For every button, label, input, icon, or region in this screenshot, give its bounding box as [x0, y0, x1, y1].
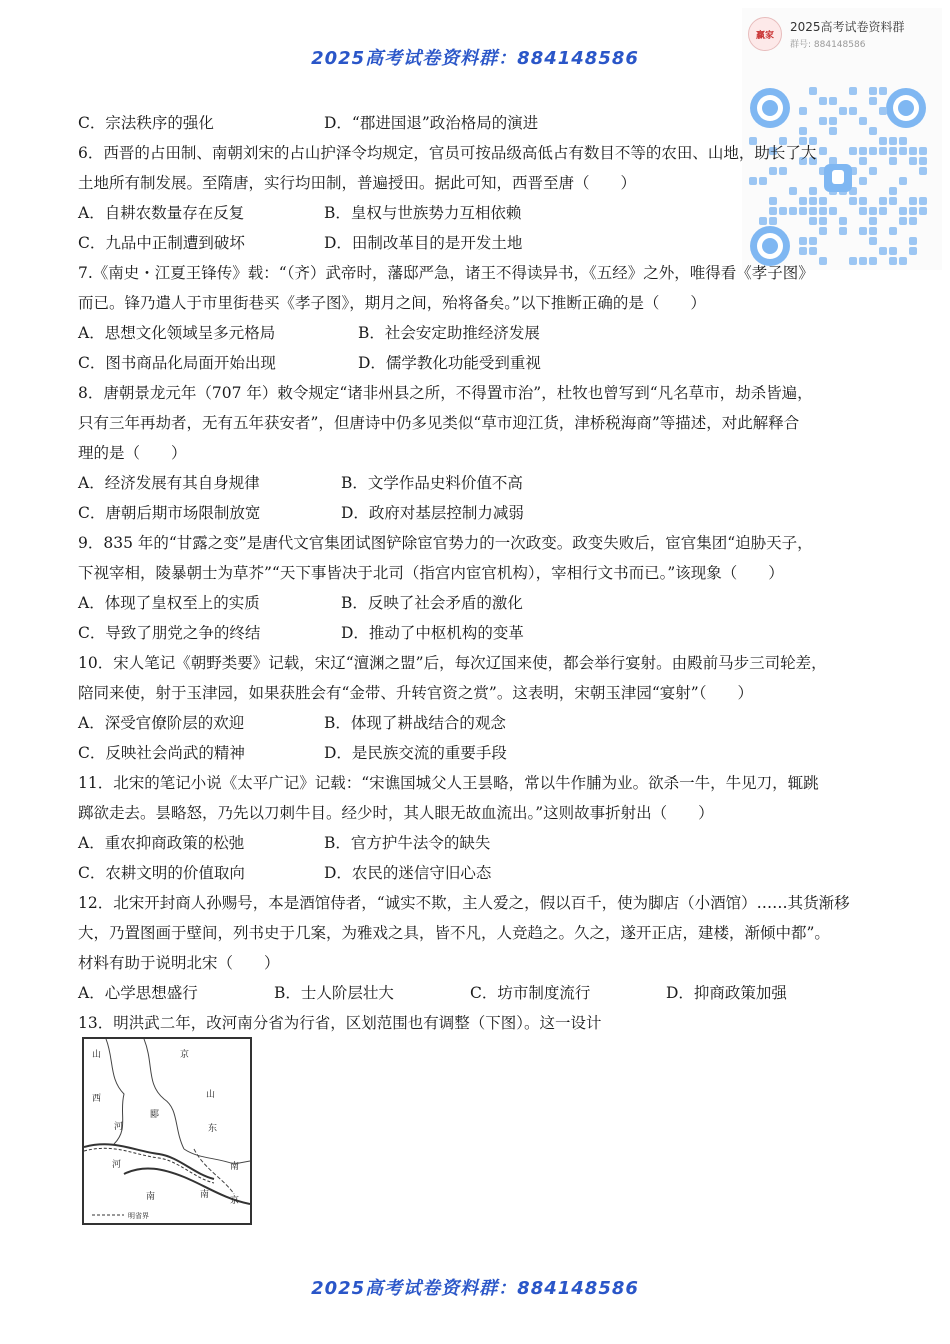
answer-option[interactable]: B．社会安定助推经济发展 — [358, 324, 540, 342]
options-row — [78, 348, 888, 378]
answer-option[interactable]: C．图书商品化局面开始出现 — [78, 354, 276, 372]
options-row — [78, 498, 888, 528]
answer-option[interactable]: D．推动了中枢机构的变革 — [341, 624, 524, 642]
question-text: 9．835 年的“甘露之变”是唐代文官集团试图铲除宦官势力的一次政变。政变失败后，宦官集团“迫胁天子， — [78, 534, 813, 552]
answer-option[interactable]: B．士人阶层壮大 — [274, 984, 394, 1002]
answer-option[interactable]: C．反映社会尚武的精神 — [78, 744, 245, 762]
answer-option[interactable]: A．心学思想盛行 — [78, 984, 198, 1002]
answer-option[interactable]: B．体现了耕战结合的观念 — [324, 714, 506, 732]
options-row — [78, 738, 888, 768]
options-row — [78, 978, 888, 1008]
answer-option[interactable]: A．重农抑商政策的松弛 — [78, 834, 245, 852]
options-row — [78, 708, 888, 738]
question-text: 而已。锋乃遣人于市里街巷买《孝子图》，期月之间，殆将备矣。”以下推断正确的是（ ） — [78, 294, 706, 312]
question-text: 10．宋人笔记《朝野类要》记载，宋辽“澶渊之盟”后，每次辽国来使，都会举行宴射。由殿前马步三司轮差， — [78, 654, 827, 672]
question-text: 13．明洪武二年，改河南分省为行省，区划范围也有调整（下图）。这一设计 — [78, 1014, 602, 1032]
answer-option[interactable]: C．农耕文明的价值取向 — [78, 864, 245, 882]
map-label: 河 — [112, 1160, 122, 1170]
map-label: 南 — [146, 1192, 156, 1202]
answer-option[interactable]: D．是民族交流的重要手段 — [324, 744, 507, 762]
qr-title: 2025高考试卷资料群 — [790, 20, 905, 34]
answer-option[interactable]: D．政府对基层控制力减弱 — [341, 504, 524, 522]
answer-option[interactable]: D．田制改革目的是开发土地 — [324, 234, 523, 252]
answer-option[interactable]: C．坊市制度流行 — [470, 984, 591, 1002]
map-legend-label: 明省界 — [128, 1212, 149, 1220]
question-text: 材料有助于说明北宋（ ） — [78, 954, 280, 972]
map-label: 京 — [180, 1050, 190, 1060]
map-label: 河 — [114, 1122, 124, 1132]
answer-option[interactable]: D．儒学教化功能受到重视 — [358, 354, 541, 372]
footer-banner: 2025高考试卷资料群：884148586 — [311, 1278, 639, 1299]
map-label: 山 — [206, 1090, 216, 1100]
map-figure — [82, 1037, 252, 1225]
answer-option[interactable]: B．皇权与世族势力互相依赖 — [324, 204, 522, 222]
question-text: 理的是（ ） — [78, 444, 187, 462]
answer-option[interactable]: A．深受官僚阶层的欢迎 — [78, 714, 245, 732]
answer-option[interactable]: C．九品中正制遭到破坏 — [78, 234, 245, 252]
answer-option[interactable]: C．导致了朋党之争的终结 — [78, 624, 261, 642]
options-row — [78, 198, 888, 228]
answer-option[interactable]: D．抑商政策加强 — [666, 984, 787, 1002]
answer-option[interactable]: A．经济发展有其自身规律 — [78, 474, 260, 492]
options-row — [78, 468, 888, 498]
answer-option[interactable]: B．文学作品史料价值不高 — [341, 474, 523, 492]
answer-option[interactable]: C．宗法秩序的强化 — [78, 114, 214, 132]
question-text: 土地所有制发展。至隋唐，实行均田制，普遍授田。据此可知，西晋至唐（ ） — [78, 174, 637, 192]
question-content — [78, 108, 888, 1038]
qr-group-id: 群号: 884148586 — [790, 40, 866, 50]
options-row — [78, 858, 888, 888]
question-text: 12．北宋开封商人孙赐号，本是酒馆侍者，“诚实不欺，主人爱之，假以百千，使为脚店（小酒馆）……其货渐移 — [78, 894, 850, 912]
map-label: 京 — [230, 1196, 240, 1206]
question-text: 8．唐朝景龙元年（707 年）敕令规定“诸非州县之所，不得置市治”，杜牧也曾写到“凡名草市，劫杀皆遍， — [78, 384, 813, 402]
question-text: 11．北宋的笔记小说《太平广记》记载：“宋谯国城父人王昙略，常以牛作脯为业。欲杀一牛，牛见刀，辄跳 — [78, 774, 819, 792]
map-label: 郾 — [150, 1110, 160, 1120]
options-row — [78, 228, 888, 258]
group-logo: 赢家 — [748, 17, 782, 51]
answer-option[interactable]: A．自耕农数量存在反复 — [78, 204, 245, 222]
options-row — [78, 828, 888, 858]
answer-option[interactable]: D．“郡进国退”政治格局的演进 — [324, 114, 539, 132]
map-label: 南 — [230, 1162, 240, 1172]
answer-option[interactable]: A．思想文化领域呈多元格局 — [78, 324, 276, 342]
map-label: 西 — [92, 1094, 102, 1104]
question-text: 7.《南史・江夏王锋传》载：“（齐）武帝时，藩邸严急，诸王不得读异书，《五经》之外，唯得看《孝子图》 — [78, 264, 814, 282]
answer-option[interactable]: B．反映了社会矛盾的激化 — [341, 594, 523, 612]
answer-option[interactable]: C．唐朝后期市场限制放宽 — [78, 504, 261, 522]
header-banner: 2025高考试卷资料群：884148586 — [311, 48, 639, 69]
question-text: 下视宰相，陵暴朝士为草芥”“天下事皆决于北司（指宫内宦官机构），宰相行文书而已。”该现象（ ） — [78, 564, 784, 582]
question-text: 踯欲走去。昙略怒，乃先以刀刺牛目。经少时，其人眼无故血流出。”这则故事折射出（ ） — [78, 804, 714, 822]
question-text: 大，乃置图画于壁间，列书史于几案，为雅戏之具，皆不凡，人竞趋之。久之，遂开正店，建楼，渐倾中都”。 — [78, 924, 830, 942]
answer-option[interactable]: A．体现了皇权至上的实质 — [78, 594, 260, 612]
question-text: 陪同来使，射于玉津园，如果获胜会有“金带、升转官资之赏”。这表明，宋朝玉津园“宴射”（ ） — [78, 684, 753, 702]
map-icon — [84, 1039, 250, 1223]
answer-option[interactable]: B．官方护牛法令的缺失 — [324, 834, 491, 852]
answer-option[interactable]: D．农民的迷信守旧心态 — [324, 864, 492, 882]
map-label: 山 — [92, 1050, 102, 1060]
map-label: 南 — [200, 1190, 210, 1200]
question-text: 6．西晋的占田制、南朝刘宋的占山护泽令均规定，官员可按品级高低占有数目不等的农田、山地，助长了大 — [78, 144, 817, 162]
options-row — [78, 318, 888, 348]
map-label: 东 — [208, 1124, 218, 1134]
options-row — [78, 618, 888, 648]
options-row — [78, 108, 888, 138]
question-text: 只有三年再劫者，无有五年获安者”，但唐诗中仍多见类似“草市迎江货，津桥税海商”等描述，对此解释合 — [78, 414, 800, 432]
options-row — [78, 588, 888, 618]
